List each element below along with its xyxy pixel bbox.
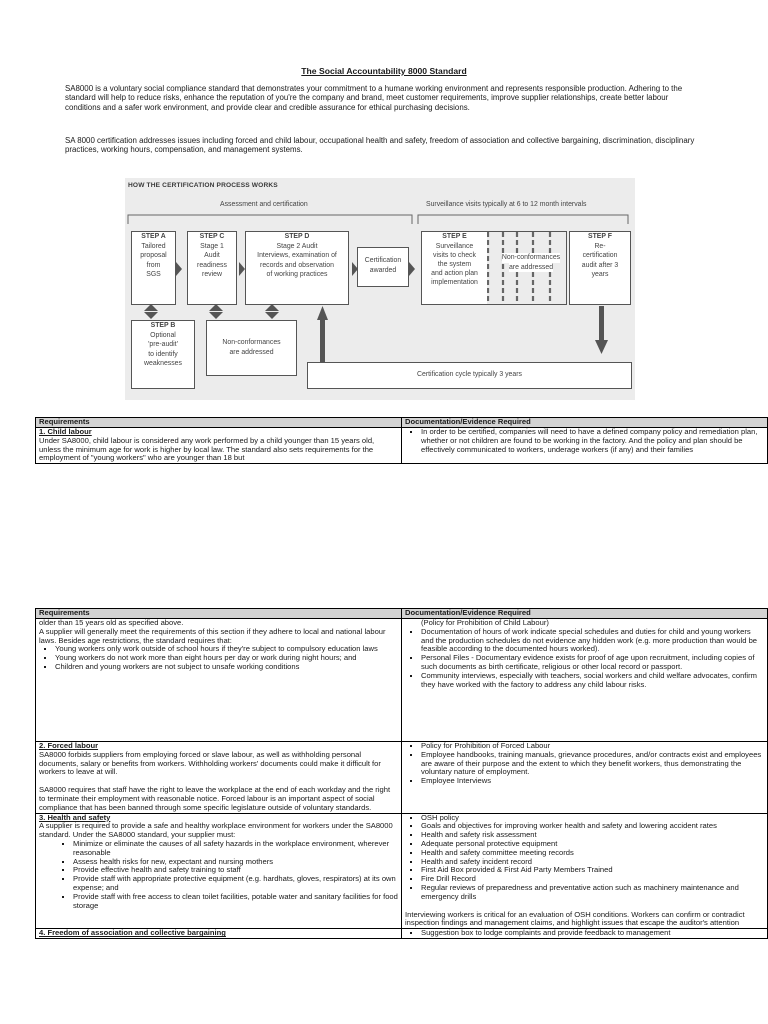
section-title-child-labour: 1. Child labour xyxy=(39,427,92,436)
evidence-item: ▪ Goals and objectives for improving worker health and safety and lowering accident rates xyxy=(421,822,764,831)
col-documentation: Documentation/Evidence Required xyxy=(402,609,768,619)
nonconformances-box: Non-conformances are addressed xyxy=(206,320,297,376)
section-title-freedom-association: 4. Freedom of association and collective bargaining xyxy=(39,928,226,938)
step-c-heading: STEP C xyxy=(199,233,225,240)
list-item: ▪ Young workers only work outside of school hours if they're subject to compulsory education laws xyxy=(55,645,398,654)
intro-paragraph-2: SA 8000 certification addresses issues including forced and child labour, occupational health and safety, freedom of association and collective bargaining, discrimination, disciplinary practices, working hours, compensation, and management systems. xyxy=(65,136,695,155)
step-d-heading: STEP D xyxy=(284,233,310,240)
evidence-item: ▪ Documentation of hours of work indicate special schedules and duties for child and young workers and the production schedules do not evidence any hidden work (e.g. more production than would be feasible according to the documented hours worked). xyxy=(421,628,764,654)
evidence-item: ▪ Health and safety risk assessment xyxy=(421,831,764,840)
evidence-item: ▪ In order to be certified, companies will need to have a defined company policy and remediation plan, whether or not children are found to be working in the factory. And the policy and plan should be effectively communicated to workers, underage workers (if any) and their families xyxy=(421,428,764,454)
health-safety-note: Interviewing workers is critical for an evaluation of OSH conditions. Workers can confirm or contradict inspection findings and management claims, and highlight issues that escape the auditor's attention xyxy=(405,909,745,928)
certification-cycle-box: Certification cycle typically 3 years xyxy=(307,362,632,389)
evidence-item: ▪ Health and safety committee meeting records xyxy=(421,849,764,858)
step-f-box: STEP F Re- certification audit after 3 years xyxy=(569,231,631,305)
step-a-box: STEP A Tailored proposal from SGS xyxy=(131,231,176,305)
arrow-cert-e xyxy=(409,262,415,276)
evidence-item: ▪ Adequate personal protective equipment xyxy=(421,840,764,849)
list-item: ▪ Assess health risks for new, expectant and nursing mothers xyxy=(73,858,398,867)
col-documentation: Documentation/Evidence Required xyxy=(402,418,768,428)
step-e-box: STEP E Surveillance visits to check the system and action plan implementation xyxy=(421,231,487,305)
section-title-health-safety: 3. Health and safety xyxy=(39,812,111,822)
diagram-title: HOW THE CERTIFICATION PROCESS WORKS xyxy=(128,182,278,189)
surveillance-nc-label: Non-conformances are addressed xyxy=(501,254,561,271)
stepf-down-arrowhead xyxy=(595,340,608,354)
evidence-item: ▪ Regular reviews of preparedness and preventative action such as machinery maintenance and emergency drills xyxy=(421,884,764,902)
step-c-box: STEP C Stage 1 Audit readiness review xyxy=(187,231,237,305)
cycle-up-arrowhead xyxy=(317,306,328,320)
table-row: older than 15 years old as specified above. A supplier will generally meet the requirements of this section if they adhere to local and national labour laws. Besides age restrictions, the standard requires that: ▪ Young workers only work outside of school hours if they're subject to compulsory education laws ▪ Young workers do not work more than eight hours per day or work during night hours; and ▪ Children and young workers are not subject to unsafe working conditions (Policy for Prohibition of Child Labour) ▪ Documentation of hours of work indicate special schedules and duties for child and young workers and the production schedules do not evidence any hidden work (e.g. more production than would be feasible according to the documented hours worked). ▪ Personal Files - Documentary evidence exists for proof of age upon recruitment, including copies of such documents as birth certificate, religious or other local record or passport. ▪ Community interviews, especially with teachers, social workers and child welfare advocates, confirm they have worked with the factory to address any child labour risks. xyxy=(36,619,768,742)
col-requirements: Requirements xyxy=(36,609,402,619)
arrow-c-nc xyxy=(209,304,223,319)
step-b-box: STEP B Optional 'pre-audit' to identify weaknesses xyxy=(131,320,195,389)
step-d-box: STEP D Stage 2 Audit Interviews, examination of records and observation of working practices xyxy=(245,231,349,305)
stepf-down-shaft xyxy=(599,306,604,342)
step-a-heading: STEP A xyxy=(141,233,166,240)
evidence-item: ▪ Employee Interviews xyxy=(421,777,764,786)
list-item: ▪ Young workers do not work more than eight hours per day or work during night hours; and xyxy=(55,654,398,663)
intro-paragraph-1: SA8000 is a voluntary social compliance standard that demonstrates your commitment to a humane working environment and represents responsible production. Adhering to the standard will help to reduce risks, enhance the reputation of you're the company and brand, meet customer requirements, improve supplier relationships, create better labour conditions and a safer work environment, and provide clear and credible assurance for ethical purchasing decisions. xyxy=(65,84,683,112)
child-labour-text: Under SA8000, child labour is considered any work performed by a child younger than 15 years old, unless the minimum age for work is higher by local law. The standard also sets requirements for the employment of "young workers" who are younger than 18 but xyxy=(39,435,375,463)
list-item: ▪ Provide staff with free access to clean toilet facilities, potable water and sanitary facilities for food storage xyxy=(73,893,398,911)
evidence-item: ▪ Personal Files - Documentary evidence exists for proof of age upon recruitment, including copies of such documents as birth certificate, religious or other local record or passport. xyxy=(421,654,764,672)
list-item: ▪ Minimize or eliminate the causes of all safety hazards in the workplace environment, wherever reasonable xyxy=(73,840,398,858)
step-e-heading: STEP E xyxy=(442,233,467,240)
evidence-item: ▪ OSH policy xyxy=(421,814,764,823)
step-b-heading: STEP B xyxy=(150,322,176,329)
table-row xyxy=(36,428,768,464)
arrow-a-c xyxy=(176,262,182,276)
step-f-heading: STEP F xyxy=(588,233,612,240)
table-row: 2. Forced labour SA8000 forbids suppliers from employing forced or slave labour, as well as withholding personal documents, salary or benefits from workers. Withholding workers' documents could make it difficult for workers to leave at will. SA8000 requires that staff have the right to leave the workplace at the end of each workday and the right to terminate their employment with reasonable notice. Forced labour is an important aspect of social compliance that has been banned through some specific legislature outside of voluntary standards. ▪ Policy for Prohibition of Forced Labour ▪ Employee handbooks, training manuals, grievance procedures, and/or contracts exist and employees are aware of their purpose and the extent to which they benefit workers, thus demonstrating the voluntary nature of employment. ▪ Employee Interviews xyxy=(36,742,768,814)
evidence-item: ▪ First Aid Box provided & First Aid Party Members Trained xyxy=(421,866,764,875)
requirements-table-1 xyxy=(35,417,768,464)
evidence-item: ▪ Fire Drill Record xyxy=(421,875,764,884)
cycle-up-shaft xyxy=(320,318,325,362)
section-title-forced-labour: 2. Forced labour xyxy=(39,741,99,750)
doc-title: The Social Accountability 8000 Standard xyxy=(301,66,467,76)
requirements-table-2 xyxy=(35,608,768,939)
arrow-a-b xyxy=(144,304,158,319)
evidence-item: ▪ Suggestion box to lodge complaints and provide feedback to management xyxy=(421,929,764,938)
evidence-item: ▪ Community interviews, especially with teachers, social workers and child welfare advocates, confirm they have worked with the factory to address any child labour risks. xyxy=(421,672,764,690)
list-item: ▪ Children and young workers are not subject to unsafe working conditions xyxy=(55,663,398,672)
col-requirements: Requirements xyxy=(36,418,402,428)
evidence-item: ▪ Health and safety incident record xyxy=(421,858,764,867)
list-item: ▪ Provide effective health and safety training to staff xyxy=(73,866,398,875)
table-row: 3. Health and safety A supplier is required to provide a safe and healthy workplace environment for workers under the SA8000 standard. Under the SA8000 standard, your supplier must: ▪ Minimize or eliminate the causes of all safety hazards in the workplace environment, wherever reasonable ▪ Assess health risks for new, expectant and nursing mothers ▪ Provide effective health and safety training to staff ▪ Provide staff with appropriate protective equipment (e.g. hardhats, gloves, respirators) at its own expense; and ▪ Provide staff with free access to clean toilet facilities, potable water and sanitary facilities for food storage ▪ OSH policy ▪ Goals and objectives for improving worker health and safety and lowering accident rates ▪ Health and safety risk assessment ▪ Adequate personal protective equipment ▪ Health and safety committee meeting records ▪ Health and safety incident record ▪ First Aid Box provided & First Aid Party Members Trained ▪ Fire Drill Record ▪ Regular reviews of preparedness and preventative action such as machinery maintenance and emergency drills Interviewing workers is critical for an evaluation of OSH conditions. Workers can confirm or contradict inspection findings and management claims, and highlight issues that escape the auditor's attention xyxy=(36,813,768,929)
certification-awarded-box: Certification awarded xyxy=(357,247,409,287)
phase2-bracket xyxy=(418,215,628,224)
evidence-item: ▪ Employee handbooks, training manuals, grievance procedures, and/or contracts exist and employees are aware of their purpose and the extent to which they benefit workers, thus demonstrating the voluntary nature of employment. xyxy=(421,751,764,777)
phase1-bracket xyxy=(128,215,412,224)
table-row xyxy=(36,929,768,939)
list-item: ▪ Provide staff with appropriate protective equipment (e.g. hardhats, gloves, respirators) at its own expense; and xyxy=(73,875,398,893)
phase-surveillance-label: Surveillance visits typically at 6 to 12 month intervals xyxy=(426,201,587,208)
phase-assessment-label: Assessment and certification xyxy=(220,201,308,208)
arrow-d-nc xyxy=(265,304,279,319)
evidence-item: ▪ Policy for Prohibition of Forced Labour xyxy=(421,742,764,751)
